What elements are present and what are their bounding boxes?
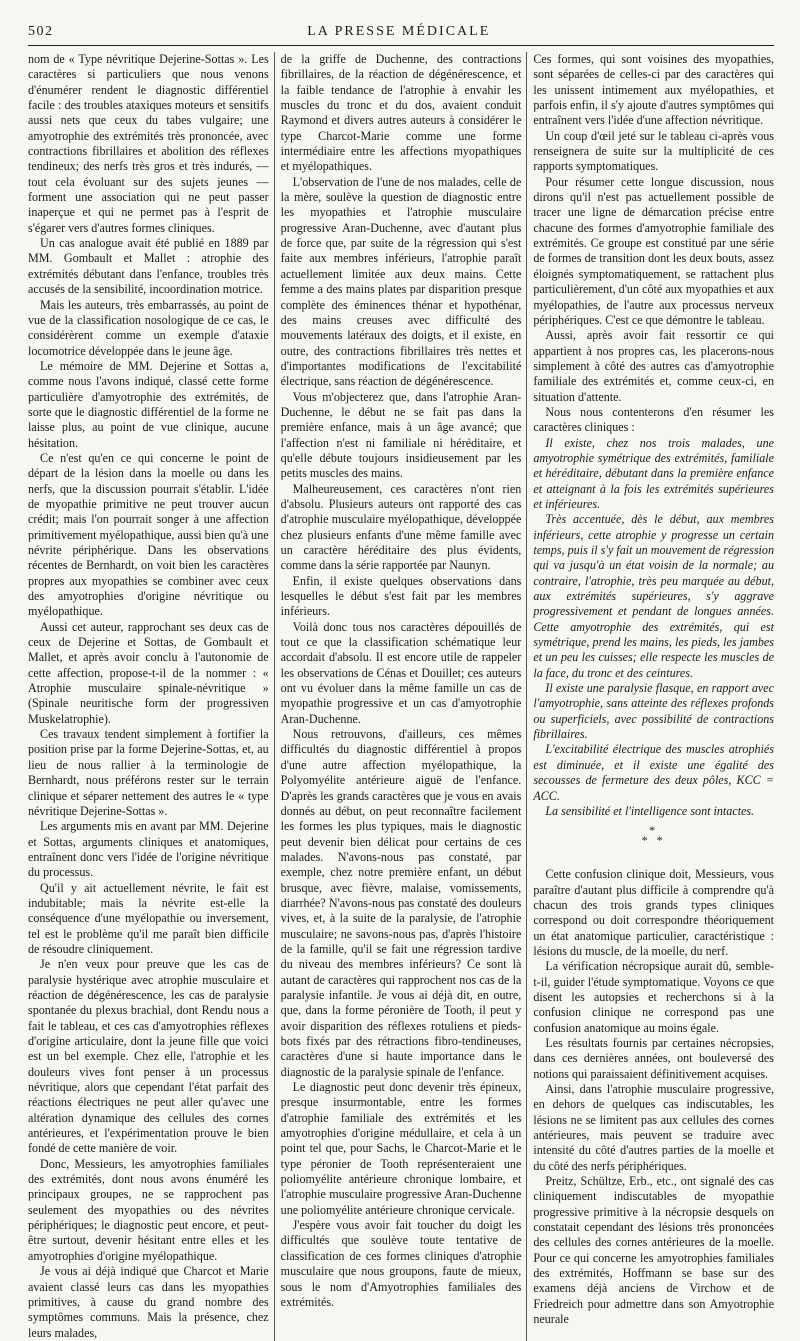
journal-title: LA PRESSE MÉDICALE (307, 24, 491, 39)
column-left (28, 52, 269, 1341)
column-right (533, 52, 774, 1341)
paragraph: Ce n'est qu'en ce qui concerne le point de départ de la lésion dans la moelle ou dans les nerfs, que la discussion pourrait s'établir. L'idée de myopathie primitive ne peut trouver aucun crédit; mais l'on pourrait songer à une affection primitivement myélopathique, aussi bien qu'à une névrite périphérique. Dans les observations récentes de Bernhardt, on voit bien les caractères propres aux myopathies se combiner avec ceux des amyotrophies d'origine névritique ou myélopathique. (28, 450, 269, 619)
paragraph: Ces travaux tendent simplement à fortifier la position prise par la forme Dejerine-Sottas, et, au lieu de nous rallier à la terminologie de Bernhardt, nous préférons rester sur le terrain clinique et séparer nettement des autres le « type névritique Dejerine-Sottas ». (28, 727, 269, 818)
paragraph: Ces formes, qui sont voisines des myopathies, sont séparées de celles-ci par des caractères qui les unissent intimement aux myélopathies, et parfois enfin, il s'y ajoute d'autres symptômes qui entraînent vers l'idée d'une affection névritique. (533, 52, 774, 128)
paragraph: Les arguments mis en avant par MM. Dejerine et Sottas, arguments cliniques et anatomiques, entraînent donc vers l'idée de l'origine névritique du processus. (28, 819, 269, 880)
paragraph: Voilà donc tous nos caractères dépouillés de tout ce que la classification schématique leur accordait d'absolu. Il est encore utile de rappeler les observations de Cénas et Douillet; ces auteurs ont vu évoluer dans la même famille un cas de myopathie progressive et un cas d'amyotrophie Aran-Duchenne. (280, 619, 522, 726)
paragraph: Je vous ai déjà indiqué que Charcot et Marie avaient classé leurs cas dans les myopathies primitives, à cause du grand nombre des symptômes communs. Mais la présence, chez leurs malades, (28, 1264, 269, 1340)
paragraph: Enfin, il existe quelques observations dans lesquelles le début s'est fait par les membres inférieurs. (280, 573, 522, 619)
paragraph: L'excitabilité électrique des muscles atrophiés est diminuée, et il existe une égalité des secousses de fermeture des deux pôles, KCC = ACC. (533, 742, 774, 803)
paragraph: La sensibilité et l'intelligence sont intactes. (545, 803, 755, 818)
paragraph: La vérification nécropsique aurait dû, semble-t-il, guider l'étude symptomatique. Voyons ce que disent les autopsies et recherchons si à la confusion clinique ne correspond pas une confusion anatomique au moins égale. (533, 959, 774, 1035)
paragraph: Cette confusion clinique doit, Messieurs, vous paraître d'autant plus difficile à comprendre qu'à chacun des trois grands types cliniques correspond ou doit correspondre théoriquement un état anatomique particulier, caractéristique : lésions du muscle, de la moelle, du nerf. (533, 867, 774, 958)
page-number: 502 (28, 24, 54, 39)
paragraph: Vous m'objecterez que, dans l'atrophie Aran-Duchenne, le début ne se fait pas dans la première enfance, mais à un âge avancé; que l'affection n'est ni familiale ni héréditaire, et qu'elle débute toujours insidieusement par les petits muscles des mains. (280, 389, 522, 481)
paragraph: Nous nous contenterons d'en résumer les caractères cliniques : (533, 404, 774, 435)
paragraph: Qu'il y ait actuellement névrite, le fait est indubitable; mais la névrite est-elle la conséquence d'une myélopathie ou inversement, tel est le problème qu'il me paraît bien difficile de résoudre cliniquement. (28, 880, 269, 956)
paragraph: Ainsi, dans l'atrophie musculaire progressive, en dehors de quelques cas indiscutables, les lésions ne se limitent pas aux cellules des cornes antérieures, mais peuvent se traduire avec intensité du côté d'autres parties de la moelle et du côté des nerfs périphériques. (533, 1082, 774, 1173)
paragraph: Aussi, après avoir fait ressortir ce qui appartient à nos propres cas, les placerons-nous simplement à côté des autres cas d'amyotrophie familiale des extrémités et, comme ceux-ci, en situation d'attente. (533, 328, 774, 404)
paragraph: Les résultats fournis par certaines nécropsies, dans ces dernières années, ont bouleversé des notions qui paraissaient définitivement acquises. (533, 1035, 774, 1081)
paragraph: J'espère vous avoir fait toucher du doigt les difficultés que soulève toute tentative de classification de ces formes cliniques d'atrophie musculaire que nous groupons, faute de mieux, sous le nom d'Amyotrophies familiales des extrémités. (280, 1218, 522, 1309)
paragraph: Il existe une paralysie flasque, en rapport avec l'amyotrophie, sans atteinte des réflexes profonds ou superficiels, avec possibilité de contractions fibrillaires. (533, 681, 774, 742)
column-middle (281, 52, 522, 1341)
paragraph: Je n'en veux pour preuve que les cas de paralysie hystérique avec atrophie musculaire et réaction de dégénérescence, les cas de paralysie spontanée du plexus brachial, dont Rendu nous a fait le tableau, et ces cas d'amyotrophies réflexes d'origine articulaire, dont la jeune fille que voici est un bel exemple. Chez elle, l'atrophie et les douleurs vives font penser à un processus névritique, alors que cependant l'état parfait des réactions électriques ne peut aller qu'avec une altération dynamique des cellules des cornes antérieures, et l'expérimentation prouve le bien fondé de cette manière de voir. (28, 957, 269, 1156)
text-columns (28, 52, 774, 1340)
paragraph: Il existe, chez nos trois malades, une amyotrophie symétrique des extrémités, familiale et héréditaire, débutant dans la première enfance et atteignant à la fois les extrémités supérieures et inférieures. (533, 435, 774, 511)
paragraph: Mais les auteurs, très embarrassés, au point de vue de la classification nosologique de ce cas, le considérèrent comme un exemple d'ataxie locomotrice développée dans le jeune âge. (28, 297, 269, 358)
paragraph: Très accentuée, dès le début, aux membres inférieurs, cette atrophie y progresse un certain temps, puis il s'y fait un mouvement de régression qui va jusqu'à un état voisin de la normale; au contraire, l'atrophie, très peu marquée au début, aux extrémités supérieures, s'y aggrave progressivement et pendant de longues années. Cette amyotrophie des extrémités, qui est symétrique, prend les mains, les pieds, les jambes et un peu les cuisses; elle respecte les muscles de la face, du tronc et des ceintures. (533, 512, 774, 680)
paragraph: Un coup d'œil jeté sur le tableau ci-après vous renseignera de suite sur la multiplicité de ces rapports symptomatiques. (533, 128, 774, 174)
paragraph: Aussi cet auteur, rapprochant ses deux cas de ceux de Dejerine et Sottas, de Gombault et Mallet, et après avoir conclu à l'autonomie de cette affection, propose-t-il de la nommer : « Atrophie musculaire spinale-névritique » (Spinale neuritische form der progressiven Muskelatrophie). (28, 619, 269, 726)
paragraph: Le mémoire de MM. Dejerine et Sottas a, comme nous l'avons indiqué, classé cette forme particulière d'amyotrophie des extrémités, de sorte que le diagnostic différentiel de la forme ne laisse plus, au point de vue clinique, aucune hésitation. (28, 358, 269, 450)
paragraph: Le diagnostic peut donc devenir très épineux, presque insurmontable, entre les formes d'atrophie familiale des extrémités et les amyotrophies d'origine médullaire, et cela à un point tel que, pour Sachs, le Charcot-Marie et le type péronier de Tooth représenteraient une poliomyélite antérieure chronique lombaire, et l'atrophie musculaire progressive Aran-Duchenne une poliomyélite antérieure chronique cervicale. (280, 1080, 522, 1217)
running-head (28, 24, 774, 46)
paragraph: Malheureusement, ces caractères n'ont rien d'absolu. Plusieurs auteurs ont rapporté des cas d'atrophie musculaire myélopathique, développée chez plusieurs enfants d'une même famille avec un caractère héréditaire des plus évidents, comme dans la série rapportée par Naunyn. (280, 481, 522, 573)
paragraph: Nous retrouvons, d'ailleurs, ces mêmes difficultés du diagnostic différentiel à propos d'une autre affection myélopathique, la Polyomyélite antérieure aiguë de l'enfance. D'après les grands caractères que je vous en avais donnés au début, on peut reconnaître facilement les formes les plus typiques, mais le diagnostic peut devenir bien délicat pour certains de ces malades. N'avons-nous pas constaté, par exemple, chez notre première enfant, un début brusque, avec fièvre, malaise, vomissements, diarrhée? N'avons-nous pas constaté des douleurs vives, et, à la suite de la paralysie, de l'atrophie musculaire; ne savons-nous pas, d'après l'histoire de la famille, qu'il se fait une régression tardive du niveau des membres inférieurs? Ce sont là autant de caractères qui rapprochent nos cas de la paralysie infantile. Je vous ai déjà dit, en outre, que, dans la forme péronière de Tooth, il peut y avoir disparition des réflexes rotuliens et pieds-bots fixés par des rétractions fibro-tendineuses, caractères d'une si haute importance dans le diagnostic de la paralysie spinale de l'enfance. (280, 727, 522, 1079)
paragraph: nom de « Type névritique Dejerine-Sottas ». Les caractères si particuliers que nous venons d'énumérer rendent le diagnostic différentiel facile : des troubles ataxiques moteurs et sensitifs aussi nets que ceux du tabes vulgaire; une amyotrophie des extrémités très prononcée, avec contractions fibrillaires et abolition des réflexes tendineux; des nerfs très gros et très indurés, — tout cela évoluant sur des sujets jeunes — forment une association qui ne peut passer inaperçue et qui ne permet pas à l'esprit de s'égarer vers d'autres formes cliniques. (28, 52, 269, 235)
section-separator-stars: * * * (641, 823, 666, 848)
paragraph: Preitz, Schültze, Erb., etc., ont signalé des cas cliniquement indiscutables de myopathie progressive primitive à la nécropsie desquels on constatait cependant des lésions très prononcées des cellules des cornes antérieures de la moelle. Pour ce qui concerne les amyotrophies familiales des extrémités, Hoffmann se base sur des examens déjà anciens de Virchow et de Friedreich pour admettre dans son Amyotrophie neurale (533, 1174, 774, 1327)
paragraph: Pour résumer cette longue discussion, nous dirons qu'il n'est pas actuellement possible de tracer une ligne de démarcation précise entre chacune des formes d'amyotrophie familiale des extrémités. Ce groupe est constitué par une série de formes de transition dont les deux bouts, assez éloignés symptomatiquement, se rattachent plus particulièrement, d'un côté aux myopathies et aux myélopathies, de l'autre aux processus nerveux périphériques. C'est ce que démontre le tableau. (533, 174, 774, 327)
paragraph: Donc, Messieurs, les amyotrophies familiales des extrémités, dont nous avons énuméré les principaux groupes, ne se rapprochent pas seulement des myopathies ou des névrites périphériques; le diagnostic peut encore, et peut-être surtout, devenir hésitant entre elles et les amyotrophies d'origine myélopathique. (28, 1156, 269, 1263)
paragraph: de la griffe de Duchenne, des contractions fibrillaires, de la réaction de dégénérescence, et la faible tendance de l'atrophie à envahir les muscles du tronc et du dos, avaient conduit Raymond et divers autres auteurs à considérer le type Charcot-Marie comme une forme intermédiaire entre les affections myopathiques et myélopathiques. (280, 52, 522, 174)
paragraph: L'observation de l'une de nos malades, celle de la mère, soulève la question de diagnostic entre les myopathies et l'atrophie musculaire progressive Aran-Duchenne, avec d'autant plus de force que, par suite de la régression qui s'est faite aux membres inférieurs, l'atrophie paraît actuellement limitée aux deux mains. Cette femme a des mains plates par disparition presque complète des éminences thénar et hypothénar, des mains creuses avec difficulté des mouvements latéraux des doigts, et il existe, en outre, des contractions fibrillaires très nettes et d'importantes modifications de l'excitabilité électrique, sans réaction de dégénérescence. (280, 174, 522, 389)
paragraph: Un cas analogue avait été publié en 1889 par MM. Gombault et Mallet : atrophie des extrémités débutant dans l'enfance, troubles très accusés de la sensibilité, incoordination motrice. (28, 236, 269, 297)
